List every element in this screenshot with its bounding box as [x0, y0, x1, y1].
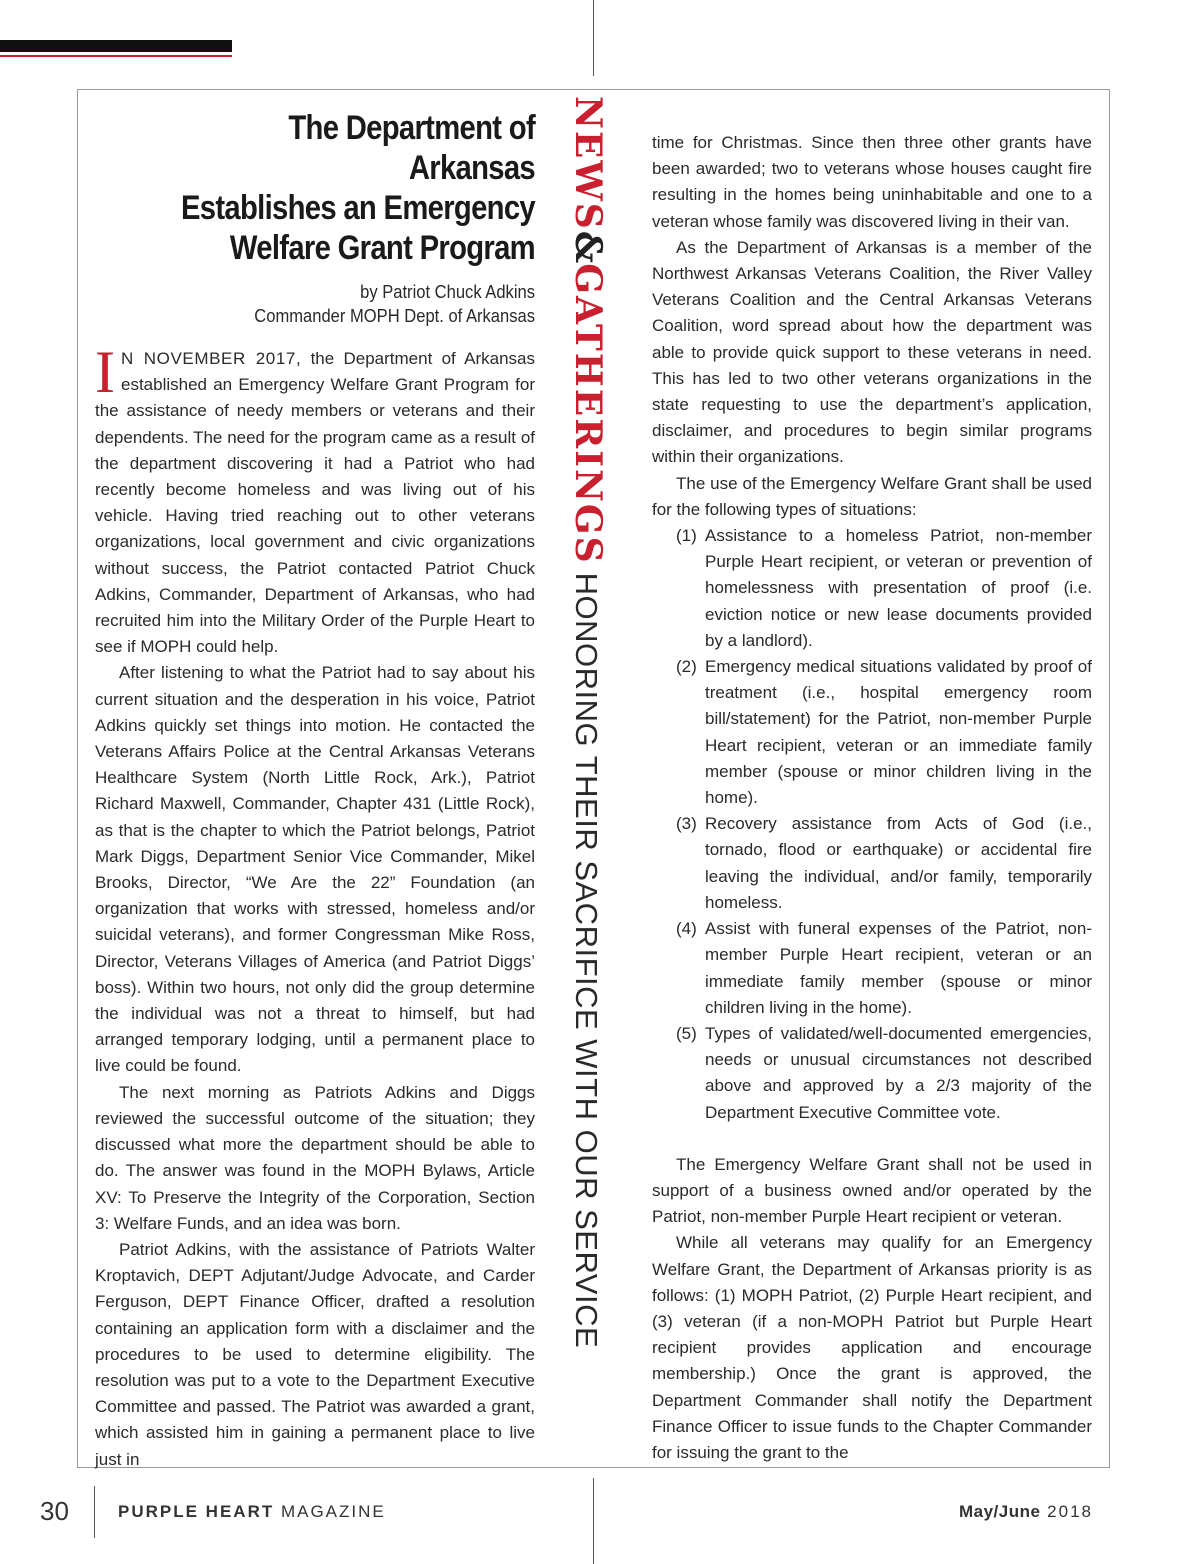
list-number: (5): [676, 1023, 697, 1043]
paragraph-1: [95, 339, 535, 660]
section-ampersand: &: [567, 230, 609, 264]
page-footer: [0, 1478, 1200, 1538]
list-number: (3): [676, 814, 697, 834]
spacer: [652, 1126, 1092, 1152]
footer-divider: [94, 1486, 95, 1538]
paragraph-3: The next morning as Patriots Adkins and Diggs reviewed the successful outcome of the situation; they discussed what more the department should be able to do. The answer was found in the MOPH Bylaws, Article XV: To Preserve the Integrity of the Corporation, Section 3: Welfare Funds, and an idea was born.: [95, 1082, 535, 1233]
section-banner: [568, 96, 608, 1476]
headline-line-2: Establishes an Emergency: [180, 189, 535, 227]
list-number: (4): [676, 919, 697, 939]
list-item: [652, 654, 1092, 811]
center-rule-top: [593, 0, 594, 76]
section-news: NEWS: [567, 96, 609, 231]
headline-line-3: Welfare Grant Program: [229, 229, 535, 267]
magazine-name: [118, 1502, 386, 1522]
list-number: (2): [676, 657, 697, 677]
paragraph-5: time for Christmas. Since then three other grants have been awarded; two to veterans whose houses caught fire resulting in the homes being uninhabitable and one to a veteran whose family was discovered living in their van.: [652, 133, 1092, 231]
article-body-left: [95, 339, 535, 1473]
paragraph-2: After listening to what the Patriot had to say about his current situation and the desperation in his voice, Patriot Adkins quickly set things into motion. He contacted the Veterans Affairs Police at the Central Arkansas Veterans Healthcare System (North Little Rock, Ark.), Patriot Richard Maxwell, Commander, Chapter 431 (Little Rock), as that is the chapter to which the Patriot belongs, Patriot Mark Diggs, Department Senior Vice Commander, Mikel Brooks, Director, “We Are the 22” Foundation (an organization that works with stressed, homeless and/or suicidal veterans), and former Congressman Mike Ross, Director, Veterans Villages of America (and Patriot Diggs’ boss). Within two hours, not only did the group determine the individual was not a threat to himself, but had arranged temporary lodging, until a permanent place to live could be found.: [95, 663, 535, 1076]
issue-months: May/June: [958, 1502, 1041, 1521]
left-column: [95, 108, 535, 1473]
list-item: [652, 916, 1092, 1021]
list-text: Assist with funeral expenses of the Patriot, non-member Purple Heart recipient, veteran or an immediate family member (spouse or minor children living in the home).: [705, 919, 1092, 1017]
header-red-rule: [0, 55, 232, 57]
headline-line-1: The Department of Arkansas: [288, 109, 535, 187]
list-item: [652, 811, 1092, 916]
situation-list: [652, 523, 1092, 1126]
byline-author: by Patriot Chuck Adkins: [360, 282, 535, 302]
page-number: 30: [40, 1496, 69, 1526]
article-headline: [157, 108, 535, 268]
paragraph-9: While all veterans may qualify for an Emergency Welfare Grant, the Department of Arkansas priority is as follows: (1) MOPH Patriot, (2) Purple Heart recipient, and (3) veteran (if a non-MOPH Patriot but Purple Heart recipient provides application and encourage membership.) Once the grant is approved, the Department Commander shall notify the Department Finance Officer to issue funds to the Chapter Commander for issuing the grant to the: [652, 1233, 1092, 1462]
list-text: Recovery assistance from Acts of God (i.e., tornado, flood or earthquake) or accidental fire leaving the individual, and/or family, temporarily homeless.: [705, 814, 1092, 912]
paragraph-8: The Emergency Welfare Grant shall not be used in support of a business owned and/or operated by the Patriot, non-member Purple Heart recipient or veteran.: [652, 1154, 1092, 1227]
paragraph-4: Patriot Adkins, with the assistance of Patriots Walter Kroptavich, DEPT Adjutant/Judge Advocate, and Carder Ferguson, DEPT Finance Officer, drafted a resolution containing an application form with a disclaimer and the procedures to be used to determine eligibility. The resolution was put to a vote to the Department Executive Committee and passed. The Patriot was awarded a grant, which assisted him in gaining a permanent place to live just in: [95, 1239, 535, 1469]
list-text: Emergency medical situations validated by proof of treatment (i.e., hospital emergency room bill/statement) for the Patriot, non-member Purple Heart recipient, veteran or an immediate family member (spouse or minor children living in the home).: [705, 657, 1092, 808]
section-gatherings: GATHERINGS: [567, 263, 609, 565]
magazine-name-rest: MAGAZINE: [274, 1502, 386, 1521]
byline-title: Commander MOPH Dept. of Arkansas: [254, 306, 535, 326]
byline: [95, 280, 535, 328]
section-subtitle: HONORING THEIR SACRIFICE WITH OUR SERVICE: [569, 572, 604, 1349]
list-text: Assistance to a homeless Patriot, non-member Purple Heart recipient, or veteran or prevention of homelessness with presentation of proof (i.e. eviction notice or new lease documents provided by a landlord).: [705, 526, 1092, 650]
right-column: [652, 130, 1092, 1466]
paragraph-6: As the Department of Arkansas is a member of the Northwest Arkansas Veterans Coalition, the River Valley Veterans Coalition and the Central Arkansas Veterans Coalition, word spread about how the department was able to provide quick support to these veterans in need. This has led to two other veterans organizations in the state requesting to use the department’s application, disclaimer, and procedures to begin similar programs within their organizations.: [652, 237, 1092, 467]
list-item: [652, 1021, 1092, 1126]
list-text: Types of validated/well-documented emergencies, needs or unusual circumstances not described above and approved by a 2/3 majority of the Department Executive Committee vote.: [705, 1023, 1092, 1122]
lead-in: N NOVEMBER 2017,: [120, 349, 302, 368]
drop-cap: I: [95, 339, 115, 405]
list-number: (1): [676, 526, 697, 546]
issue-year: 2018: [1040, 1502, 1093, 1521]
paragraph-7: The use of the Emergency Welfare Grant shall be used for the following types of situations:: [652, 473, 1092, 519]
list-item: [652, 523, 1092, 654]
magazine-name-bold: PURPLE HEART: [118, 1502, 275, 1521]
paragraph-1-text: the Department of Arkansas established an Emergency Welfare Grant Program for the assistance of needy members or veterans and their dependents. The need for the program came as a result of the department discovering it had a Patriot who had recently become homeless and was living out of his vehicle. Having tried reaching out to other veterans organizations, local government and civic organizations without success, the Patriot contacted Patriot Chuck Adkins, Commander, Department of Arkansas, who had recruited him into the Military Order of the Purple Heart to see if MOPH could help.: [95, 349, 535, 657]
header-black-bar: [0, 40, 232, 52]
issue-date: [959, 1502, 1093, 1522]
